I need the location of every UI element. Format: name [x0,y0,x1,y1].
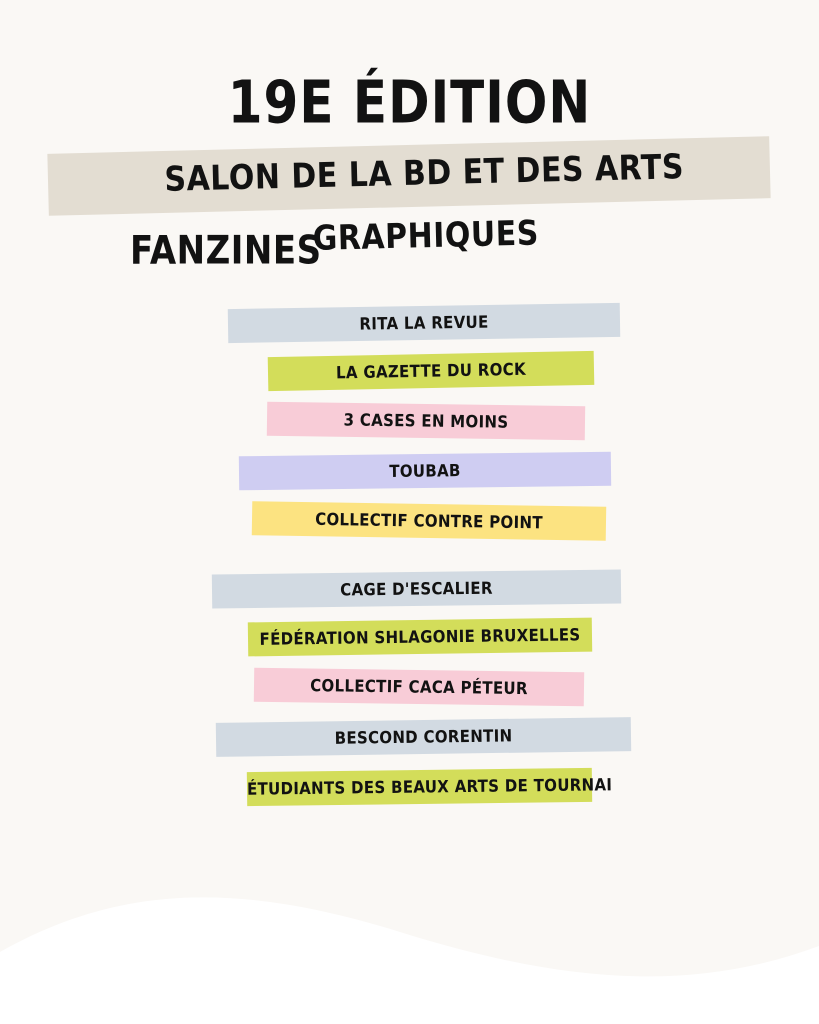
list-item [0,550,819,600]
fanzine-label: FÉDÉRATION SHLAGONIE BRUXELLES [259,624,581,650]
list-item [0,600,819,650]
list-item [0,300,819,350]
list-item [0,350,819,400]
subtitle-text: SALON DE LA BD ET DES ARTS GRAPHIQUES [163,147,685,260]
list-item [0,450,819,500]
fanzine-label: LA GAZETTE DU ROCK [335,359,527,383]
list-item [0,400,819,450]
list-item [0,750,819,800]
fanzine-label: COLLECTIF CONTRE POINT [314,509,543,533]
fanzine-label: 3 CASES EN MOINS [343,409,509,433]
fanzine-list [0,300,819,800]
list-item [0,700,819,750]
list-item [0,500,819,550]
fanzine-label: CAGE D'ESCALIER [340,577,493,601]
page-title: 19E ÉDITION [227,68,592,137]
fanzine-label: TOUBAB [389,460,461,482]
bottom-wave-decoration [0,854,819,1024]
section-title-fanzines: FANZINES [130,228,322,274]
fanzine-label: COLLECTIF CACA PÉTEUR [310,675,528,699]
fanzine-label: RITA LA REVUE [359,311,489,335]
fanzine-label: BESCOND CORENTIN [334,725,513,749]
fanzine-label: ÉTUDIANTS DES BEAUX ARTS DE TOURNAI [246,774,613,800]
list-item [0,650,819,700]
